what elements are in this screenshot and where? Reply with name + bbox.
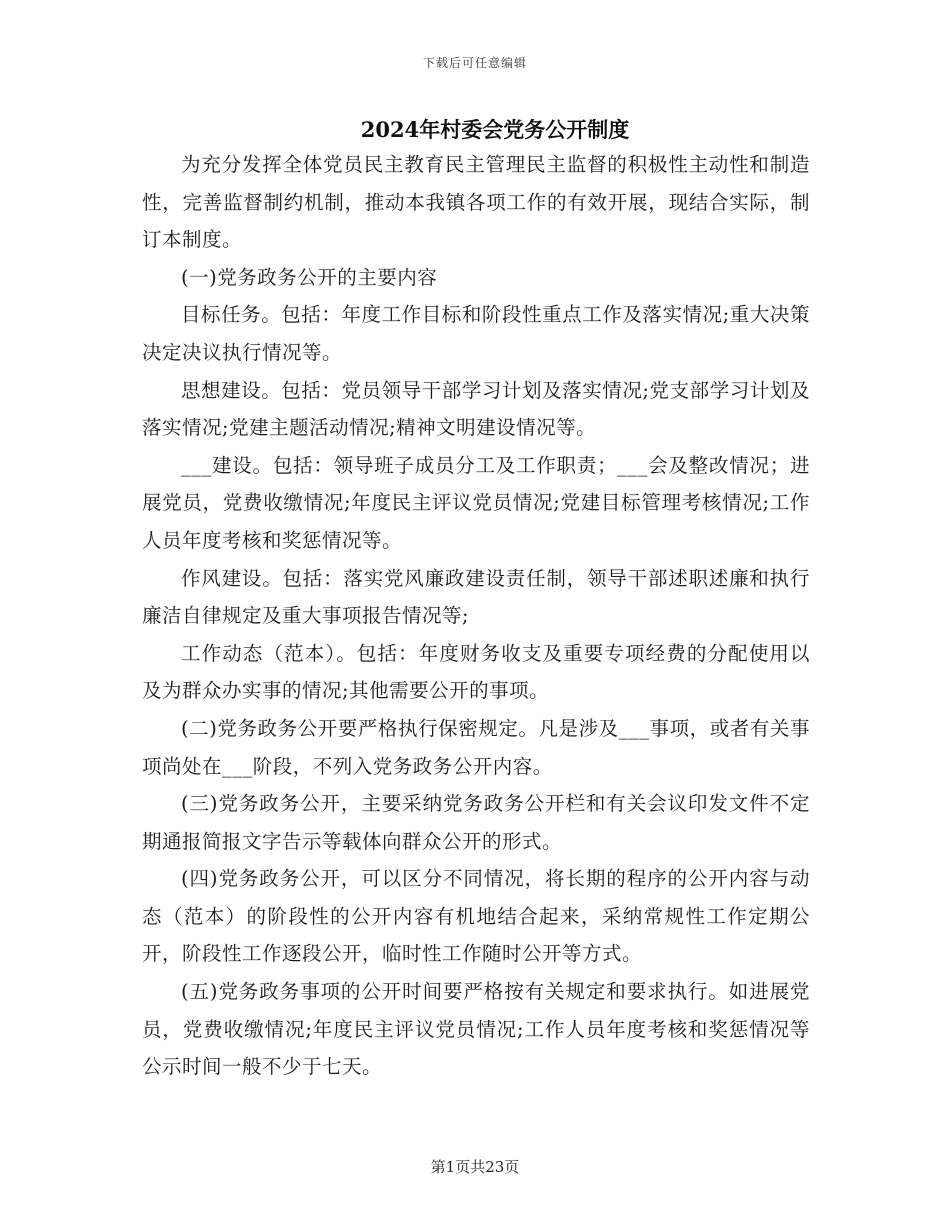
paragraph-goals: 目标任务。包括：年度工作目标和阶段性重点工作及落实情况;重大决策决定决议执行情况等。 xyxy=(142,303,810,364)
section-heading-1: (一)党务政务公开的主要内容 xyxy=(181,265,438,289)
paragraph-organization: ___建设。包括：领导班子成员分工及工作职责；___会及整改情况；进展党员，党费收缴情况;年度民主评议党员情况;党建目标管理考核情况;工作人员年度考核和奖惩情况等。 xyxy=(142,453,810,552)
section-3: (三)党务政务公开，主要采纳党务政务公开栏和有关会议印发文件不定期通报简报文字告示等载体向群众公开的形式。 xyxy=(142,792,810,853)
section-5: (五)党务政务事项的公开时间要严格按有关规定和要求执行。如进展党员，党费收缴情况;年度民主评议党员情况;工作人员年度考核和奖惩情况等公示时间一般不少于七天。 xyxy=(142,980,810,1079)
header-note: 下载后可任意编辑 xyxy=(422,56,527,70)
paragraph-ideology: 思想建设。包括：党员领导干部学习计划及落实情况;党支部学习计划及落实情况;党建主题活动情况;精神文明建设情况等。 xyxy=(142,378,810,440)
document-title: 2024年村委会党务公开制度 xyxy=(360,117,630,142)
section-2: (二)党务政务公开要严格执行保密规定。凡是涉及___事项，或者有关事项尚处在___阶段，不列入党务政务公开内容。 xyxy=(142,716,810,778)
section-4: (四)党务政务公开，可以区分不同情况，将长期的程序的公开内容与动态（范本）的阶段性的公开内容有机地结合起来，采纳常规性工作定期公开，阶段性工作逐段公开，临时性工作随时公开等方式。 xyxy=(142,867,810,966)
paragraph-conduct: 作风建设。包括：落实党风廉政建设责任制，领导干部述职述廉和执行廉洁自律规定及重大事项报告情况等; xyxy=(142,566,810,628)
paragraph-dynamics: 工作动态（范本）。包括：年度财务收支及重要专项经费的分配使用以及为群众办实事的情况;其他需要公开的事项。 xyxy=(142,641,810,703)
paragraph-intro: 为充分发挥全体党员民主教育民主管理民主监督的积极性主动性和制造性，完善监督制约机制，推动本我镇各项工作的有效开展，现结合实际，制订本制度。 xyxy=(142,153,810,252)
page-number: 第1页共23页 xyxy=(430,1158,520,1176)
document-body xyxy=(142,146,810,1086)
